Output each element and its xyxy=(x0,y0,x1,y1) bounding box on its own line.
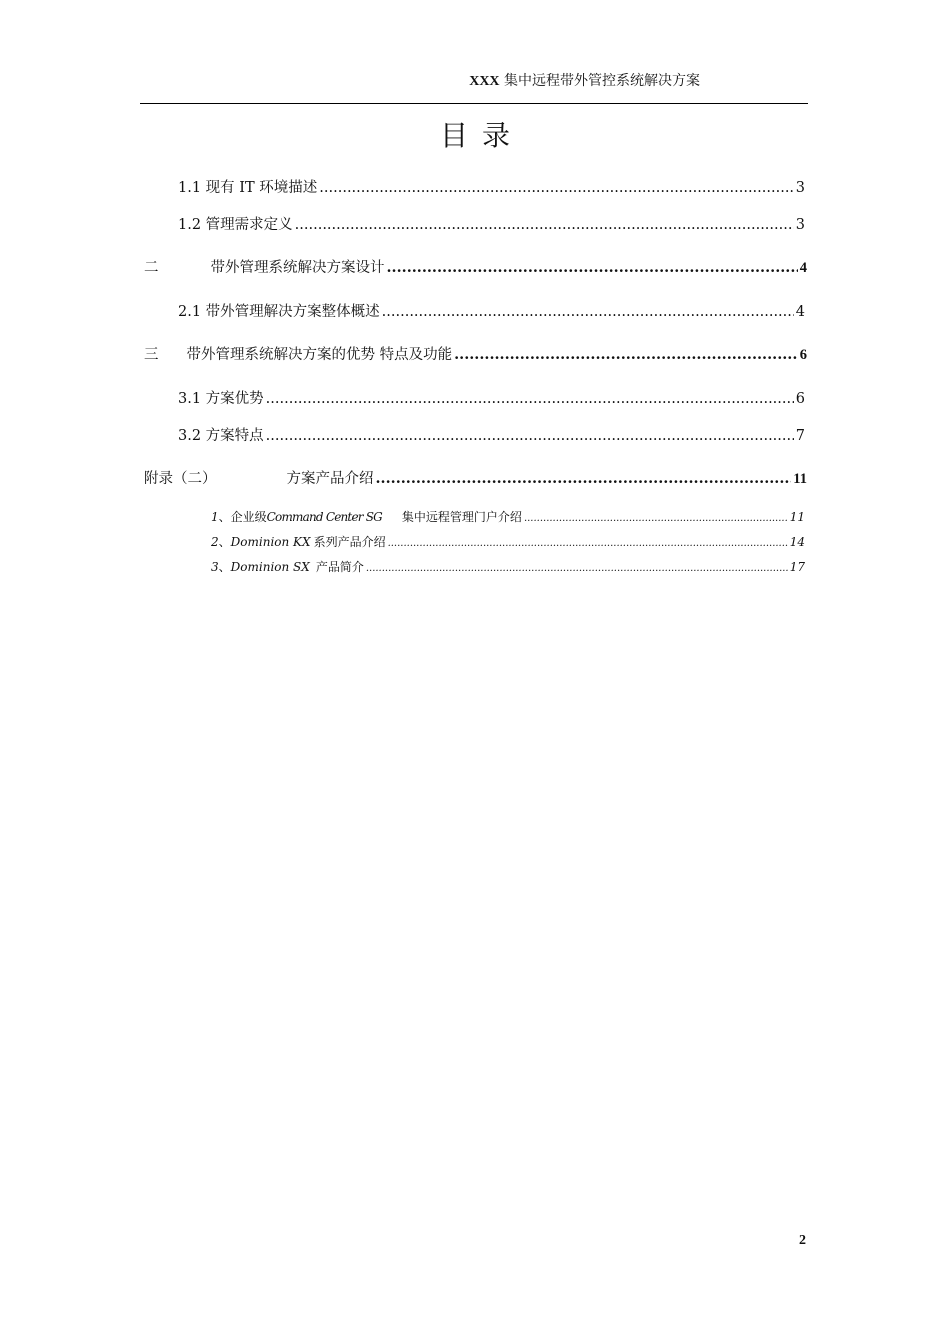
page-number: 2 xyxy=(799,1233,806,1248)
toc-entry-page: 3 xyxy=(795,217,805,233)
toc-leader xyxy=(388,535,788,549)
toc-entry-page: 4 xyxy=(799,260,807,276)
toc-entry-label: 3.1 方案优势 xyxy=(178,391,264,407)
toc-entry-label xyxy=(144,343,452,364)
toc-entry-page: 11 xyxy=(789,510,805,524)
toc-entry-number: 二 xyxy=(144,260,159,276)
header-title: 集中远程带外管控系统解决方案 xyxy=(504,73,700,89)
toc-entry-chapter-3[interactable] xyxy=(144,343,807,364)
toc-entry-page: 6 xyxy=(795,391,805,407)
toc-leader xyxy=(387,259,798,276)
toc-entry-page: 7 xyxy=(795,428,805,444)
toc-entry-label: 1、企业级Command Center SG 集中远程管理门户介绍 xyxy=(211,510,522,524)
toc-leader xyxy=(382,304,794,320)
toc-leader xyxy=(266,428,794,444)
toc-entry-page: 4 xyxy=(795,304,805,320)
toc-leader xyxy=(295,217,794,233)
toc-entry-page: 11 xyxy=(793,471,807,487)
toc-entry-2-1[interactable] xyxy=(178,300,805,321)
header-title-prefix: XXX xyxy=(469,74,500,89)
toc-entry-text: 方案产品介绍 xyxy=(286,471,374,487)
toc-leader xyxy=(366,560,788,574)
toc-entry-label xyxy=(144,256,385,277)
toc-entry-appendix-2[interactable] xyxy=(144,467,807,488)
toc-entry-3-2[interactable] xyxy=(178,424,805,445)
toc-entry-number: 附录（二） xyxy=(144,471,217,487)
toc-entry-label: 2、Dominion KX 系列产品介绍 xyxy=(211,535,386,549)
toc-leader xyxy=(266,391,794,407)
toc-entry-label: 2.1 带外管理解决方案整体概述 xyxy=(178,304,380,320)
toc-leader xyxy=(524,510,788,524)
running-header xyxy=(140,70,808,90)
toc-leader xyxy=(376,470,792,487)
toc-entry-label xyxy=(144,467,374,488)
toc-entry-label: 1.2 管理需求定义 xyxy=(178,217,293,233)
toc-title: 目录 xyxy=(439,119,524,152)
toc-entry-1-1[interactable] xyxy=(178,176,805,197)
toc-entry-page: 17 xyxy=(789,560,805,574)
toc-entry-label: 1.1 现有 IT 环境描述 xyxy=(178,180,318,196)
toc-entry-3-1[interactable] xyxy=(178,387,805,408)
toc-entry-label: 3、Dominion SX 产品简介 xyxy=(211,560,364,574)
toc-entry-appendix-item-2[interactable] xyxy=(211,533,805,550)
toc-entry-label: 3.2 方案特点 xyxy=(178,428,264,444)
header-rule xyxy=(140,103,808,104)
toc-entry-1-2[interactable] xyxy=(178,213,805,234)
toc-entry-text: 带外管理系统解决方案的优势 特点及功能 xyxy=(186,347,453,363)
toc-entry-appendix-item-1[interactable] xyxy=(211,508,805,525)
toc-leader xyxy=(319,180,793,196)
toc-entry-page: 3 xyxy=(795,180,805,196)
toc-entry-number: 三 xyxy=(144,347,159,363)
toc-entry-page: 14 xyxy=(789,535,805,549)
toc-entry-appendix-item-3[interactable] xyxy=(211,558,805,575)
toc-entry-chapter-2[interactable] xyxy=(144,256,807,277)
toc-leader xyxy=(454,346,798,363)
toc-entry-page: 6 xyxy=(799,347,807,363)
toc-entry-text: 带外管理系统解决方案设计 xyxy=(210,260,385,276)
